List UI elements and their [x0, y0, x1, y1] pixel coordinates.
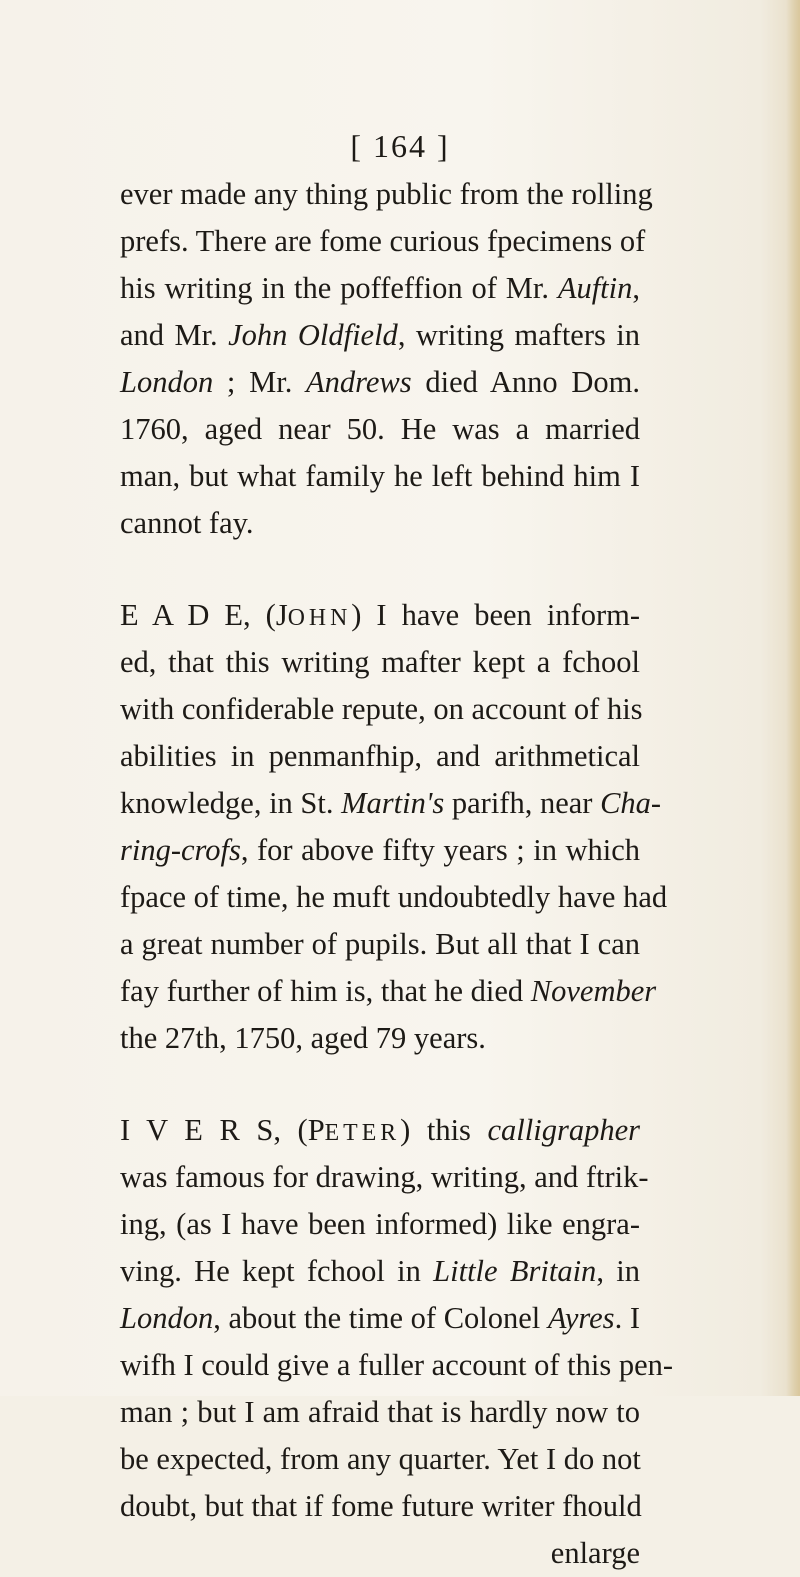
- text-line: with confiderable repute, on account of his: [120, 692, 643, 726]
- text-line: fay further of him is, that he died November: [120, 974, 657, 1008]
- small-caps-text: ETER: [324, 1120, 401, 1146]
- text-line: ed, that this writing mafter kept a fchool: [120, 645, 640, 679]
- text-line: E A D E, (JOHN) I have been inform-: [120, 598, 640, 632]
- text-line: prefs. There are fome curious fpecimens of: [120, 224, 646, 258]
- text-line: abilities in penmanfhip, and arithmetical: [120, 739, 640, 773]
- text-line: wifh I could give a fuller account of this pen-: [120, 1348, 674, 1382]
- italic-text: London: [120, 365, 214, 399]
- body-text: [120, 171, 674, 1577]
- text-line: a great number of pupils. But all that I can: [120, 927, 640, 961]
- italic-text: Andrews: [306, 365, 412, 399]
- catchword: enlarge: [550, 1536, 640, 1570]
- text-line: I V E R S, (PETER) this calligrapher: [120, 1113, 640, 1147]
- text-line: ing, (as I have been informed) like engra-: [120, 1207, 640, 1241]
- text-line: fpace of time, he muft undoubtedly have had: [120, 880, 668, 914]
- text-line: be expected, from any quarter. Yet I do not: [120, 1442, 641, 1476]
- text-line: 1760, aged near 50. He was a married: [120, 412, 640, 446]
- text-line: the 27th, 1750, aged 79 years.: [120, 1021, 486, 1055]
- text-line: London, about the time of Colonel Ayres. I: [120, 1301, 640, 1335]
- paragraph-gap: [120, 1062, 640, 1107]
- text-line: ever made any thing public from the rolling: [120, 177, 653, 211]
- italic-text: ring-crofs: [120, 833, 241, 867]
- text-line: knowledge, in St. Martin's parifh, near Cha-: [120, 786, 662, 820]
- italic-text: Auftin: [557, 271, 633, 305]
- italic-text: November: [530, 974, 657, 1008]
- text-line: cannot fay.: [120, 506, 254, 540]
- page-edge-shading: [786, 0, 800, 1396]
- small-caps-text: OHN: [287, 605, 352, 631]
- paragraph-gap: [120, 547, 640, 592]
- italic-text: Ayres: [547, 1301, 615, 1335]
- text-line: ring-crofs, for above fifty years ; in which: [120, 833, 640, 867]
- italic-text: Little Britain: [433, 1254, 597, 1288]
- text-line: and Mr. John Oldfield, writing mafters in: [120, 318, 641, 352]
- text-line: man ; but I am afraid that is hardly now to: [120, 1395, 640, 1429]
- text-line: his writing in the poffeffion of Mr. Auftin,: [120, 271, 640, 305]
- text-line: London ; Mr. Andrews died Anno Dom.: [120, 365, 640, 399]
- text-line: was famous for drawing, writing, and ftrik-: [120, 1160, 649, 1194]
- text-line: ving. He kept fchool in Little Britain, in: [120, 1254, 640, 1288]
- italic-text: calligrapher: [487, 1113, 640, 1147]
- italic-text: London: [120, 1301, 214, 1335]
- page-number-header: [ 164 ]: [350, 128, 450, 164]
- italic-text: Cha-: [600, 786, 662, 820]
- text-line: man, but what family he left behind him I: [120, 459, 640, 493]
- italic-text: Martin's: [341, 786, 445, 820]
- text-line: doubt, but that if fome future writer fhould: [120, 1489, 642, 1523]
- italic-text: John Oldfield: [228, 318, 398, 352]
